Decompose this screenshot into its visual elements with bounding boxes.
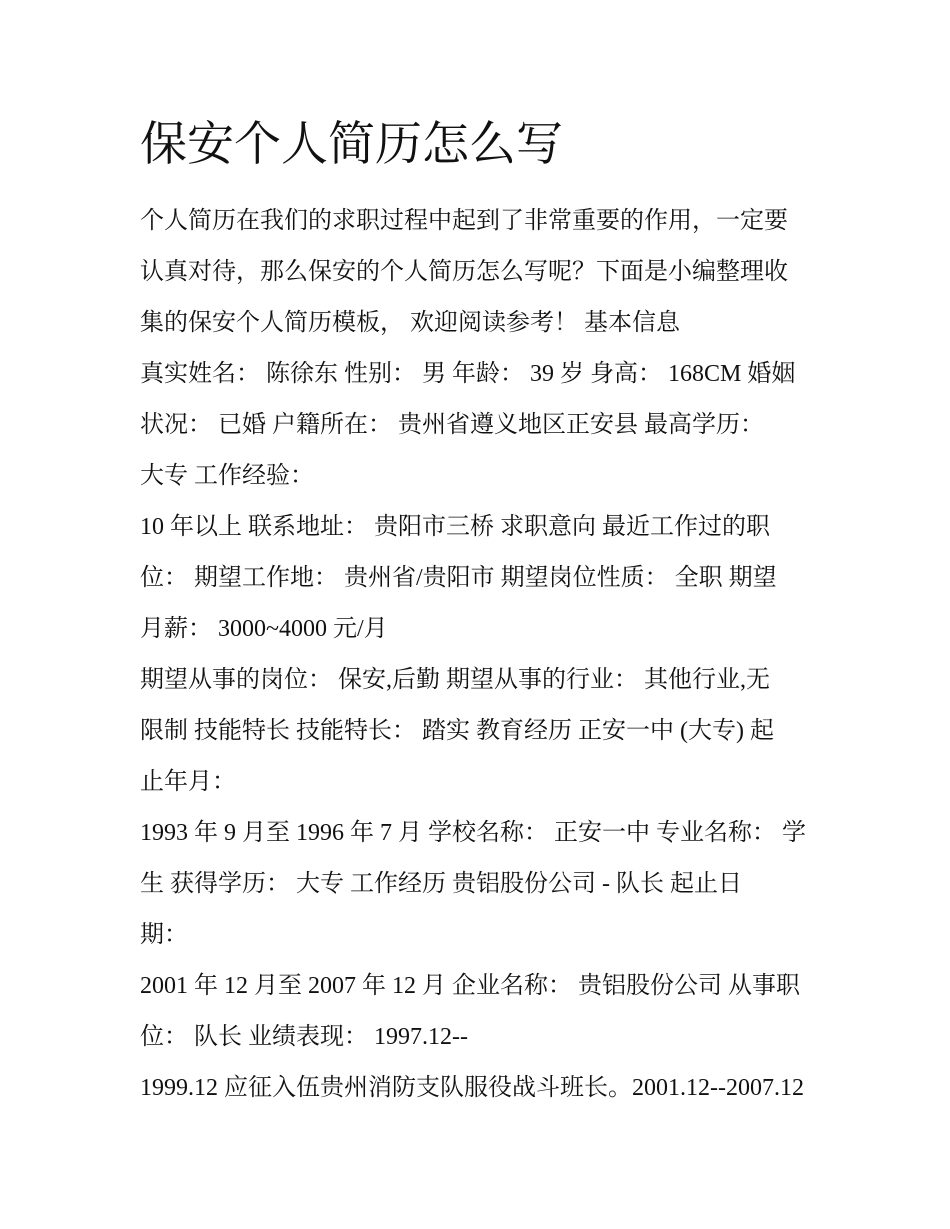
- text-line: 集的保安个人简历模板， 欢迎阅读参考！ 基本信息: [140, 310, 680, 336]
- text-line: 1999.12 应征入伍贵州消防支队服役战斗班长。2001.12--2007.12: [140, 1075, 804, 1101]
- text-line: 2001 年 12 月至 2007 年 12 月 企业名称： 贵铝股份公司 从事职: [140, 973, 800, 999]
- text-line: 止年月：: [140, 769, 236, 795]
- text-line: 月薪： 3000~4000 元/月: [140, 616, 388, 642]
- document-body: [140, 196, 820, 1114]
- text-line: 期望从事的岗位： 保安,后勤 期望从事的行业： 其他行业,无: [140, 667, 770, 693]
- text-line: 位： 期望工作地： 贵州省/贵阳市 期望岗位性质： 全职 期望: [140, 565, 777, 591]
- page-title: 保安个人简历怎么写: [140, 117, 563, 172]
- text-line: 10 年以上 联系地址： 贵阳市三桥 求职意向 最近工作过的职: [140, 514, 770, 540]
- text-line: 状况： 已婚 户籍所在： 贵州省遵义地区正安县 最高学历：: [140, 412, 764, 438]
- text-line: 大专 工作经验：: [140, 463, 314, 489]
- text-line: 个人简历在我们的求职过程中起到了非常重要的作用，一定要: [140, 208, 788, 234]
- text-line: 真实姓名： 陈徐东 性别： 男 年龄： 39 岁 身高： 168CM 婚姻: [140, 361, 796, 387]
- text-line: 限制 技能特长 技能特长： 踏实 教育经历 正安一中 (大专) 起: [140, 718, 774, 744]
- text-line: 位： 队长 业绩表现： 1997.12--: [140, 1024, 468, 1050]
- text-line: 认真对待，那么保安的个人简历怎么写呢？下面是小编整理收: [140, 259, 788, 285]
- text-line: 期：: [140, 922, 188, 948]
- text-line: 生 获得学历： 大专 工作经历 贵铝股份公司 - 队长 起止日: [140, 871, 742, 897]
- text-line: 1993 年 9 月至 1996 年 7 月 学校名称： 正安一中 专业名称： 学: [140, 820, 806, 846]
